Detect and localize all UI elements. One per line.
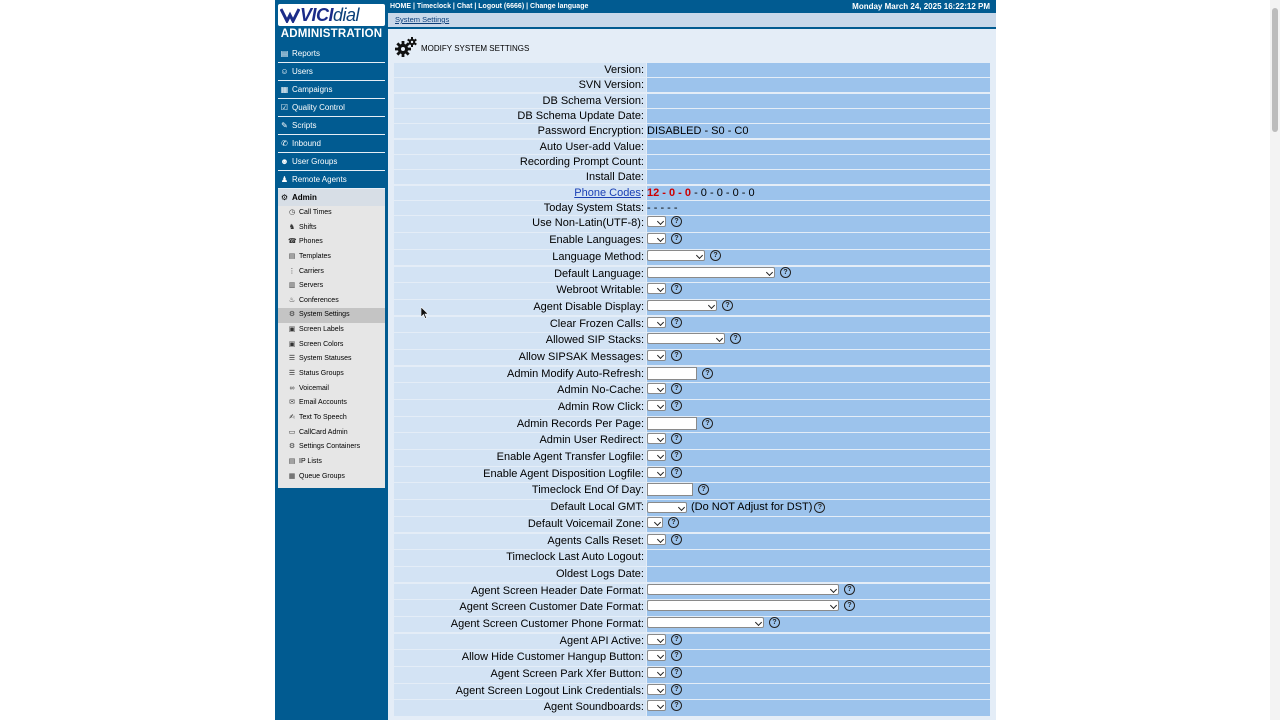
sidebar-item-remote-agents[interactable] — [278, 171, 385, 189]
setting-label: Agent API Active: — [559, 634, 644, 647]
setting-label: DB Schema Version: — [542, 94, 644, 107]
top-nav-bar — [388, 0, 996, 13]
sidebar-item-campaigns[interactable] — [278, 81, 385, 99]
sidebar-item-quality-control[interactable] — [278, 99, 385, 117]
setting-row-use-non-latin — [394, 215, 990, 232]
setting-label: Allow Hide Customer Hangup Button: — [461, 651, 644, 664]
submenu-item-conferences[interactable] — [278, 294, 385, 309]
default-language-select[interactable] — [647, 267, 775, 278]
enable-languages-select[interactable] — [647, 233, 666, 244]
help-icon[interactable]: ? — [780, 267, 791, 278]
setting-controls — [647, 534, 682, 545]
submenu-item-label: Settings Containers — [299, 443, 361, 451]
sidebar-item-inbound[interactable] — [278, 135, 385, 153]
setting-label: Admin Row Click: — [557, 401, 644, 413]
help-icon[interactable]: ? — [671, 534, 682, 545]
setting-label: SVN Version: — [578, 79, 644, 92]
setting-label: Enable Languages: — [549, 234, 644, 247]
agent-soundboards-select[interactable] — [647, 700, 666, 711]
help-icon[interactable]: ? — [671, 317, 682, 328]
setting-label: Admin No-Cache: — [557, 384, 644, 397]
help-icon[interactable]: ? — [671, 383, 682, 394]
setting-row-phone-codes — [394, 185, 990, 200]
submenu-item-settings-containers[interactable] — [278, 440, 385, 455]
setting-label: Agent Disable Display: — [533, 300, 644, 313]
submenu-item-servers[interactable] — [278, 279, 385, 294]
agent-screen-customer-date-format-select[interactable] — [647, 600, 839, 611]
help-icon[interactable]: ? — [730, 333, 741, 344]
submenu-item-queue-groups[interactable] — [278, 470, 385, 485]
enable-agent-disposition-logfile-select[interactable] — [647, 467, 666, 478]
user-groups-icon: ☻ — [280, 157, 289, 166]
setting-controls — [647, 367, 713, 380]
setting-row-install-date — [394, 169, 990, 184]
agent-screen-header-date-format-select[interactable] — [647, 584, 839, 595]
agent-disable-display-select[interactable] — [647, 300, 717, 311]
breadcrumb — [388, 13, 996, 29]
sidebar-item-reports[interactable] — [278, 45, 385, 63]
setting-row-timeclock-end-of-day — [394, 482, 990, 499]
mouse-cursor-icon — [421, 307, 429, 319]
submenu-item-label: IP Lists — [299, 457, 322, 465]
setting-row-db-schema-update-date — [394, 108, 990, 123]
setting-row-agent-disable-display — [394, 299, 990, 316]
setting-controls — [647, 383, 682, 394]
agent-api-active-select[interactable] — [647, 634, 666, 645]
logo-swoosh-icon — [280, 7, 300, 23]
default-local-gmt-select[interactable] — [647, 502, 687, 513]
setting-label: Admin Records Per Page: — [516, 417, 644, 430]
setting-controls — [647, 267, 791, 278]
setting-label: Language Method: — [552, 250, 644, 263]
setting-row-allow-hide-customer-hangup — [394, 649, 990, 666]
setting-row-agents-calls-reset — [394, 533, 990, 550]
phone-codes-value — [647, 186, 755, 200]
timeclock-link[interactable]: Timeclock — [416, 3, 451, 10]
submenu-item-label: CallCard Admin — [299, 428, 348, 436]
language-method-select[interactable] — [647, 250, 705, 261]
sidebar-section-title: ADMINISTRATION — [280, 28, 383, 40]
help-icon[interactable]: ? — [671, 283, 682, 294]
setting-controls — [647, 600, 855, 611]
setting-label: Timeclock Last Auto Logout: — [506, 551, 644, 564]
logo-vici-text: VICI — [300, 5, 334, 25]
setting-label: Oldest Logs Date: — [555, 567, 644, 580]
page-scrollbar-thumb[interactable] — [1272, 8, 1278, 132]
sidebar-item-admin[interactable] — [278, 189, 385, 206]
callcard-admin-icon: ▭ — [288, 428, 296, 436]
email-accounts-icon: ✉ — [289, 399, 295, 407]
submenu-item-text-to-speech[interactable] — [278, 411, 385, 426]
submenu-item-label: Conferences — [299, 296, 339, 304]
change-language-link[interactable]: Change language — [530, 3, 589, 10]
admin-no-cache-select[interactable] — [647, 383, 666, 394]
submenu-item-system-settings[interactable] — [278, 308, 385, 323]
help-icon[interactable]: ? — [814, 502, 825, 513]
setting-controls — [647, 584, 855, 595]
submenu-item-call-times[interactable] — [278, 206, 385, 221]
users-icon: ☺ — [280, 67, 289, 76]
sidebar-item-label: Users — [292, 67, 313, 76]
voicemail-icon: ∞ — [289, 384, 295, 392]
setting-controls — [647, 684, 682, 695]
setting-controls — [647, 700, 682, 711]
setting-row-admin-user-redirect — [394, 432, 990, 449]
sidebar-item-label: Inbound — [292, 139, 321, 148]
submenu-item-label: Servers — [299, 282, 324, 290]
phone-codes-rest: - 0 - 0 - 0 - 0 — [691, 186, 755, 199]
setting-label: Default Language: — [554, 267, 644, 280]
submenu-item-voicemail[interactable] — [278, 382, 385, 397]
conferences-icon: ♨ — [288, 296, 296, 304]
queue-groups-icon: ▦ — [288, 472, 296, 480]
setting-row-clear-frozen-calls — [394, 316, 990, 333]
call-times-icon: ◷ — [288, 209, 296, 216]
sidebar-item-label: Scripts — [292, 121, 317, 130]
submenu-item-system-statuses[interactable] — [278, 352, 385, 367]
page-heading — [394, 35, 529, 61]
setting-label: Default Voicemail Zone: — [527, 517, 644, 530]
sidebar-item-label: Admin — [292, 193, 317, 202]
chat-link[interactable]: Chat — [456, 3, 473, 10]
setting-row-recording-prompt-count — [394, 154, 990, 169]
submenu-item-callcard-admin[interactable] — [278, 426, 385, 441]
agent-screen-logout-link-credentials-select[interactable] — [647, 684, 666, 695]
setting-label: Today System Stats: — [543, 202, 644, 215]
sidebar-item-label: Quality Control — [292, 103, 345, 112]
setting-row-agent-screen-logout-link-credentials — [394, 683, 990, 700]
allow-hide-customer-hangup-select[interactable] — [647, 650, 666, 661]
submenu-item-phones[interactable] — [278, 235, 385, 250]
logout-link[interactable]: Logout (6666) — [478, 3, 525, 10]
setting-row-enable-languages — [394, 232, 990, 249]
setting-controls — [647, 433, 682, 444]
submenu-item-label: Screen Colors — [299, 340, 344, 348]
vicidial-logo[interactable] — [278, 4, 385, 26]
submenu-item-screen-colors[interactable] — [278, 338, 385, 353]
phone-codes-link[interactable]: Phone Codes — [574, 186, 641, 199]
setting-label: Allow SIPSAK Messages: — [518, 350, 644, 363]
setting-row-timeclock-last-auto-logout — [394, 549, 990, 566]
setting-row-admin-no-cache — [394, 382, 990, 399]
submenu-item-label: Voicemail — [299, 384, 329, 392]
nav-separator: | — [411, 3, 417, 10]
admin-modify-autorefresh-input[interactable] — [647, 367, 697, 380]
help-icon[interactable]: ? — [671, 433, 682, 444]
setting-row-agent-api-active — [394, 633, 990, 650]
admin-submenu — [278, 206, 385, 488]
submenu-item-label: Shifts — [299, 223, 317, 231]
setting-label: DB Schema Update Date: — [517, 110, 644, 123]
sidebar-item-label: User Groups — [292, 157, 338, 166]
webroot-writable-select[interactable] — [647, 283, 666, 294]
today-system-stats-value: - - - - - — [647, 202, 678, 215]
nav-separator: | — [472, 3, 479, 10]
inbound-icon: ✆ — [281, 139, 288, 148]
home-link[interactable]: HOME — [390, 3, 411, 10]
setting-row-svn-version — [394, 77, 990, 92]
agents-calls-reset-select[interactable] — [647, 534, 666, 545]
submenu-item-email-accounts[interactable] — [278, 396, 385, 411]
submenu-item-templates[interactable] — [278, 250, 385, 265]
page-title: MODIFY SYSTEM SETTINGS — [421, 43, 530, 53]
setting-row-agent-screen-header-date-format — [394, 583, 990, 600]
timeclock-end-of-day-input[interactable] — [647, 483, 693, 496]
text-to-speech-icon: ✍ — [289, 413, 295, 421]
help-icon[interactable]: ? — [671, 700, 682, 711]
setting-row-today-system-stats — [394, 200, 990, 215]
screen-colors-icon: ▣ — [288, 340, 296, 348]
setting-label: Use Non-Latin(UTF-8): — [532, 217, 644, 230]
setting-controls — [647, 350, 682, 361]
setting-label: Auto User-add Value: — [539, 140, 644, 153]
setting-controls — [647, 450, 682, 461]
help-icon[interactable]: ? — [668, 517, 679, 528]
reports-icon: ▤ — [280, 49, 289, 58]
setting-row-admin-row-click — [394, 399, 990, 416]
vicidial-admin-app — [275, 0, 996, 720]
setting-controls — [647, 417, 713, 430]
help-icon[interactable]: ? — [671, 667, 682, 678]
nav-separator: | — [524, 3, 531, 10]
submenu-item-screen-labels[interactable] — [278, 323, 385, 338]
admin-user-redirect-select[interactable] — [647, 433, 666, 444]
enable-agent-transfer-logfile-select[interactable] — [647, 450, 666, 461]
gear-icon: ⚙ — [280, 193, 289, 202]
quality-control-icon: ☑ — [280, 103, 289, 112]
submenu-item-label: Queue Groups — [299, 472, 345, 480]
breadcrumb-system-settings[interactable]: System Settings — [395, 15, 450, 24]
phone-codes-highlight: 12 - 0 - 0 — [647, 186, 692, 199]
setting-row-agent-soundboards — [394, 699, 990, 716]
setting-row-oldest-logs-date — [394, 566, 990, 583]
setting-controls — [647, 483, 709, 496]
setting-row-enable-agent-disposition-logfile — [394, 466, 990, 483]
use-non-latin-select[interactable] — [647, 216, 666, 227]
setting-row-admin-records-per-page — [394, 416, 990, 433]
setting-controls — [647, 233, 682, 244]
setting-row-auto-user-add — [394, 139, 990, 154]
setting-controls — [647, 250, 721, 261]
system-statuses-icon: ☰ — [288, 355, 296, 363]
system-settings-icon: ⚙ — [288, 311, 296, 319]
help-icon[interactable]: ? — [710, 250, 721, 261]
gears-icon — [394, 36, 418, 60]
submenu-item-label: Email Accounts — [299, 399, 347, 407]
agent-screen-park-xfer-select[interactable] — [647, 667, 666, 678]
help-icon[interactable]: ? — [722, 300, 733, 311]
setting-label: Agent Screen Customer Date Format: — [459, 601, 644, 614]
help-icon[interactable]: ? — [698, 484, 709, 495]
setting-controls — [647, 317, 682, 328]
carriers-icon: ⋮ — [288, 267, 296, 275]
setting-controls — [647, 650, 682, 661]
setting-label: Password Encryption: — [537, 125, 644, 138]
remote-agents-icon: ♟ — [280, 175, 289, 184]
setting-row-agent-screen-customer-phone-format — [394, 616, 990, 633]
setting-label: Agent Soundboards: — [543, 701, 644, 714]
submenu-item-label: System Statuses — [299, 355, 352, 363]
gmt-dst-note: (Do NOT Adjust for DST) — [691, 501, 813, 514]
help-icon[interactable]: ? — [702, 418, 713, 429]
screen-labels-icon: ▣ — [288, 326, 296, 334]
submenu-item-carriers[interactable] — [278, 265, 385, 280]
submenu-item-label: Screen Labels — [299, 326, 344, 334]
setting-controls — [647, 216, 682, 227]
setting-row-db-schema-version — [394, 93, 990, 108]
setting-controls — [647, 400, 682, 411]
scripts-icon: ✎ — [281, 121, 288, 130]
setting-controls — [647, 517, 679, 528]
main-menu — [278, 45, 385, 488]
help-icon[interactable]: ? — [671, 233, 682, 244]
submenu-item-label: Carriers — [299, 267, 324, 275]
help-icon[interactable]: ? — [671, 450, 682, 461]
setting-controls — [647, 500, 825, 516]
setting-label: Enable Agent Disposition Logfile: — [483, 467, 644, 480]
setting-row-password-encryption — [394, 123, 990, 138]
shifts-icon: ♞ — [288, 223, 296, 231]
main-content — [388, 0, 996, 720]
setting-label: Version: — [604, 64, 644, 76]
setting-label: Timeclock End Of Day: — [531, 484, 644, 497]
setting-row-enable-agent-transfer-logfile — [394, 449, 990, 466]
nav-separator: | — [450, 3, 457, 10]
sidebar-item-scripts[interactable] — [278, 117, 385, 135]
setting-controls — [647, 300, 733, 311]
password-encryption-value: DISABLED - S0 - C0 — [647, 125, 749, 138]
sidebar-item-label: Remote Agents — [292, 175, 347, 184]
setting-label: Install Date: — [585, 171, 644, 184]
system-settings-form — [394, 62, 990, 716]
admin-row-click-select[interactable] — [647, 400, 666, 411]
submenu-item-shifts[interactable] — [278, 221, 385, 236]
logo-dial-text: dial — [333, 5, 360, 25]
submenu-item-status-groups[interactable] — [278, 367, 385, 382]
setting-label: Agents Calls Reset: — [547, 534, 644, 547]
help-icon[interactable]: ? — [671, 400, 682, 411]
setting-row-admin-modify-autorefresh — [394, 366, 990, 383]
campaigns-icon: ▦ — [280, 85, 289, 94]
setting-label: Agent Screen Logout Link Credentials: — [455, 684, 644, 697]
help-icon[interactable]: ? — [671, 467, 682, 478]
setting-label: Clear Frozen Calls: — [549, 317, 644, 330]
left-sidebar — [275, 0, 388, 720]
help-icon[interactable]: ? — [671, 684, 682, 695]
setting-label: Default Local GMT: — [550, 501, 644, 514]
help-icon[interactable]: ? — [844, 600, 855, 611]
submenu-item-label: System Settings — [299, 311, 350, 319]
setting-label: Admin User Redirect: — [539, 434, 644, 447]
setting-controls — [647, 467, 682, 478]
setting-controls — [647, 333, 741, 344]
current-datetime: Monday March 24, 2025 16:22:12 PM — [852, 2, 990, 11]
help-icon[interactable]: ? — [702, 368, 713, 379]
help-icon[interactable]: ? — [671, 216, 682, 227]
help-icon[interactable]: ? — [671, 634, 682, 645]
help-icon[interactable]: ? — [769, 617, 780, 628]
setting-row-default-language — [394, 266, 990, 283]
setting-controls — [647, 667, 682, 678]
setting-row-allow-sipsak — [394, 349, 990, 366]
submenu-item-label: Call Times — [299, 209, 332, 216]
sidebar-item-label: Reports — [292, 49, 321, 58]
setting-row-default-voicemail-zone — [394, 516, 990, 533]
phone-codes-colon: : — [640, 186, 644, 199]
setting-row-default-local-gmt — [394, 499, 990, 516]
setting-row-agent-screen-customer-date-format — [394, 599, 990, 616]
submenu-item-label: Templates — [299, 252, 331, 260]
setting-controls — [647, 617, 780, 628]
agent-screen-customer-phone-format-select[interactable] — [647, 617, 764, 628]
setting-controls — [647, 283, 682, 294]
help-icon[interactable]: ? — [671, 650, 682, 661]
status-groups-icon: ☰ — [288, 370, 296, 378]
servers-icon: ▥ — [288, 282, 296, 290]
sidebar-item-user-groups[interactable] — [278, 153, 385, 171]
default-voicemail-zone-select[interactable] — [647, 517, 663, 528]
setting-row-agent-screen-park-xfer — [394, 666, 990, 683]
setting-row-language-method — [394, 249, 990, 266]
settings-containers-icon: ⚙ — [288, 443, 296, 451]
allowed-sip-stacks-select[interactable] — [647, 333, 725, 344]
setting-row-allowed-sip-stacks — [394, 332, 990, 349]
setting-row-version — [394, 62, 990, 77]
setting-label: Enable Agent Transfer Logfile: — [496, 451, 644, 464]
setting-row-webroot-writable — [394, 282, 990, 299]
ip-lists-icon: ▤ — [288, 457, 296, 465]
setting-label: Allowed SIP Stacks: — [545, 334, 644, 347]
setting-controls — [647, 634, 682, 645]
submenu-item-label: Status Groups — [299, 370, 344, 378]
allow-sipsak-select[interactable] — [647, 350, 666, 361]
submenu-item-label: Phones — [299, 238, 323, 246]
setting-label: Agent Screen Park Xfer Button: — [490, 668, 644, 680]
submenu-item-label: Text To Speech — [299, 413, 347, 421]
help-icon[interactable]: ? — [844, 584, 855, 595]
sidebar-item-users[interactable] — [278, 63, 385, 81]
setting-label: Agent Screen Customer Phone Format: — [450, 617, 644, 630]
clear-frozen-calls-select[interactable] — [647, 317, 666, 328]
submenu-item-ip-lists[interactable] — [278, 455, 385, 470]
setting-label: Agent Screen Header Date Format: — [470, 584, 644, 597]
setting-label — [574, 186, 644, 200]
setting-label: Admin Modify Auto-Refresh: — [507, 367, 644, 380]
help-icon[interactable]: ? — [671, 350, 682, 361]
phones-icon: ☎ — [288, 238, 297, 246]
sidebar-item-label: Campaigns — [292, 85, 333, 94]
admin-records-per-page-input[interactable] — [647, 417, 697, 430]
setting-label: Recording Prompt Count: — [519, 156, 644, 169]
setting-label: Webroot Writable: — [556, 284, 644, 297]
templates-icon: ▤ — [288, 252, 296, 260]
